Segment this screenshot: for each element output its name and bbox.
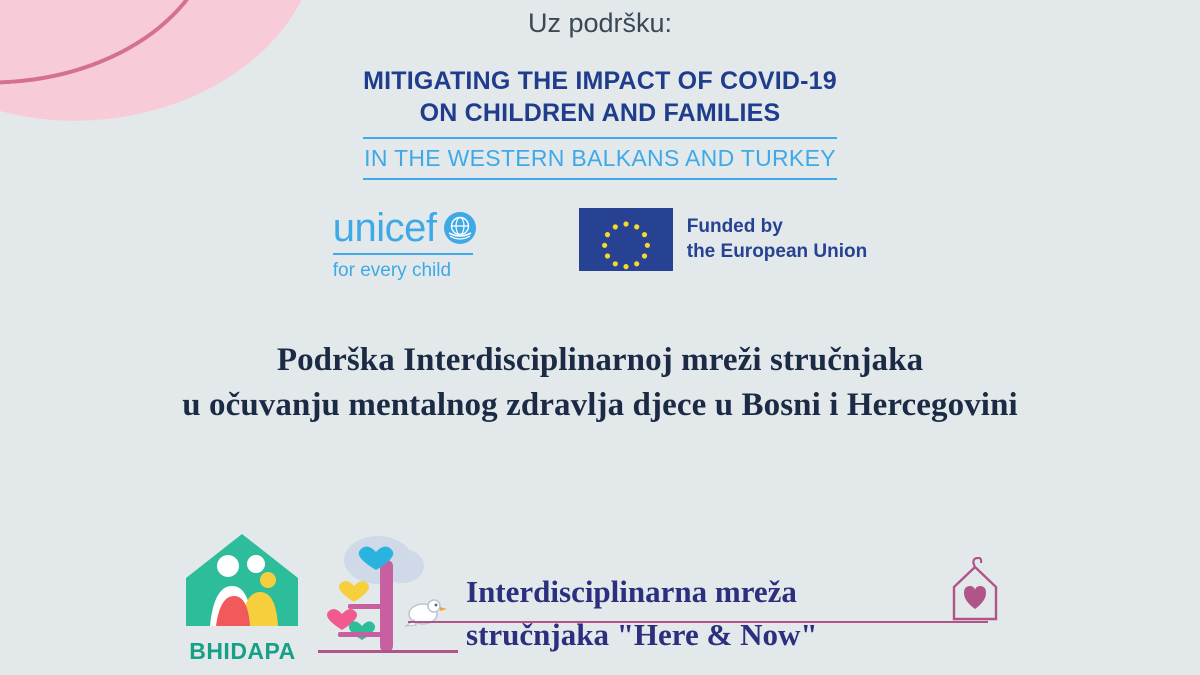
eu-funding-text bbox=[687, 215, 868, 264]
unicef-globe-icon bbox=[443, 211, 477, 245]
unicef-logo bbox=[333, 200, 533, 282]
title-line-2: u očuvanju mentalnog zdravlja djece u Bosni i Hercegovini bbox=[182, 386, 1018, 423]
eu-text-line-2: the European Union bbox=[686, 240, 868, 262]
heart-house-logo bbox=[944, 557, 1006, 627]
eu-text-line-1: Funded by bbox=[686, 215, 783, 237]
logo-row bbox=[0, 200, 1200, 282]
network-tree-logo bbox=[318, 528, 458, 663]
network-name-line-1: Interdisciplinarna mreža bbox=[466, 574, 797, 610]
bhidapa-label: BHIDAPA bbox=[189, 638, 296, 664]
programme-banner bbox=[0, 66, 1200, 180]
banner-line-3: IN THE WESTERN BALKANS AND TURKEY bbox=[364, 145, 836, 171]
unicef-divider bbox=[333, 253, 473, 255]
bhidapa-house-icon bbox=[180, 530, 305, 640]
title-line-1: Podrška Interdisciplinarnoj mreži stručnjaka bbox=[276, 342, 924, 378]
bottom-branding bbox=[0, 505, 1200, 675]
bhidapa-logo bbox=[180, 530, 305, 665]
support-label: Uz podršku: bbox=[527, 8, 673, 38]
eu-flag-icon bbox=[579, 208, 673, 271]
network-name-line-2: stručnjaka "Here & Now" bbox=[466, 617, 818, 653]
banner-line-2: ON CHILDREN AND FAMILIES bbox=[419, 98, 781, 127]
banner-line-1: MITIGATING THE IMPACT OF COVID-19 bbox=[363, 67, 837, 95]
banner-divider-bottom bbox=[363, 178, 837, 180]
page-title bbox=[0, 338, 1200, 427]
unicef-tagline: for every child bbox=[332, 260, 452, 281]
unicef-wordmark-row bbox=[333, 208, 533, 248]
banner-divider-top bbox=[363, 137, 837, 139]
network-name bbox=[466, 571, 936, 657]
unicef-wordmark: unicef bbox=[332, 206, 437, 250]
eu-funding-logo bbox=[579, 200, 868, 271]
